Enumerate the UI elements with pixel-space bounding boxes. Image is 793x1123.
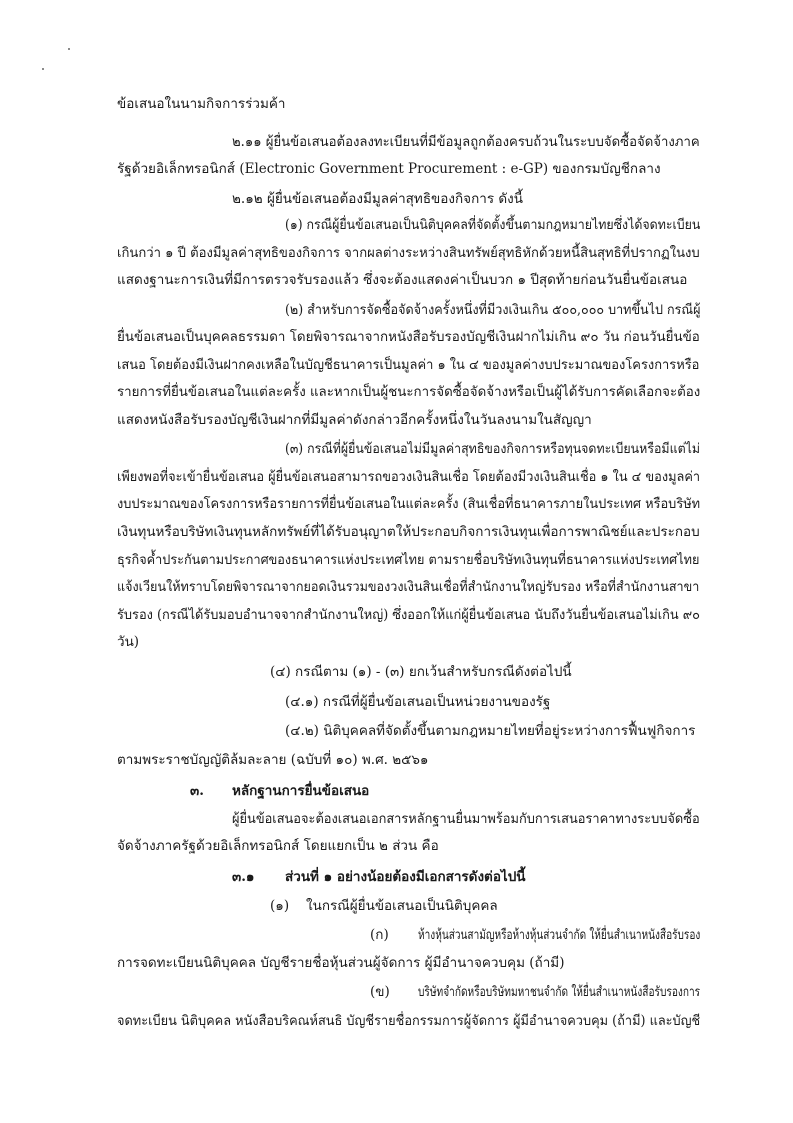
- text-line: ห้างหุ้นส่วนสามัญหรือห้างหุ้นส่วนจำกัด ให้ยื่นสำเนาหนังสือรับรอง: [418, 927, 701, 943]
- text-line: แจ้งเวียนให้ทราบโดยพิจารณาจากยอดเงินรวมของวงเงินสินเชื่อที่สำนักงานใหญ่รับรอง หรือที่สำนักงานสาขา: [117, 579, 700, 595]
- text-line: (๔) กรณีตาม (๑) - (๓) ยกเว้นสำหรับกรณีดังต่อไปนี้: [270, 664, 572, 680]
- text-line: ตามพระราชบัญญัติล้มละลาย (ฉบับที่ ๑๐) พ.ศ. ๒๕๖๑: [117, 752, 429, 768]
- text-line: ผู้ยื่นข้อเสนอจะต้องเสนอเอกสารหลักฐานยื่นมาพร้อมกับการเสนอราคาทางระบบจัดซื้อ: [232, 811, 700, 827]
- text-line: รัฐด้วยอิเล็กทรอนิกส์ (Electronic Government Procurement : e-GP) ของกรมบัญชีกลาง: [117, 161, 661, 177]
- scan-speck: [42, 68, 44, 70]
- section-number: ๓.: [190, 783, 204, 799]
- text-line: (๑) กรณีผู้ยื่นข้อเสนอเป็นนิติบุคคลที่จัดตั้งขึ้นตามกฎหมายไทยซึ่งได้จดทะเบียน: [285, 217, 701, 233]
- text-line: เพียงพอที่จะเข้ายื่นข้อเสนอ ผู้ยื่นข้อเสนอสามารถขอวงเงินสินเชื่อ โดยต้องมีวงเงินสินเชื่อ ๑ ใน ๔ ของมูลค่า: [117, 469, 701, 485]
- text-line: การจดทะเบียนนิติบุคคล บัญชีรายชื่อหุ้นส่วนผู้จัดการ ผู้มีอำนาจควบคุม (ถ้ามี): [117, 955, 565, 971]
- text-line: (๓) กรณีที่ผู้ยื่นข้อเสนอไม่มีมูลค่าสุทธิของกิจการหรือทุนจดทะเบียนหรือมีแต่ไม่: [285, 441, 701, 457]
- text-line: แสดงหนังสือรับรองบัญชีเงินฝากที่มีมูลค่าดังกล่าวอีกครั้งหนึ่งในวันลงนามในสัญญา: [117, 412, 592, 428]
- subsection-heading: ส่วนที่ ๑ อย่างน้อยต้องมีเอกสารดังต่อไปนี้: [285, 869, 526, 885]
- text-line: ในกรณีผู้ยื่นข้อเสนอเป็นนิติบุคคล: [306, 898, 498, 914]
- text-line: แสดงฐานะการเงินที่มีการตรวจรับรองแล้ว ซึ่งจะต้องแสดงค่าเป็นบวก ๑ ปีสุดท้ายก่อนวันยื่นข้อเสนอ: [117, 272, 688, 288]
- text-line: (๔.๑) กรณีที่ผู้ยื่นข้อเสนอเป็นหน่วยงานของรัฐ: [285, 694, 551, 710]
- text-line: จดทะเบียน นิติบุคคล หนังสือบริคณห์สนธิ บัญชีรายชื่อกรรมการผู้จัดการ ผู้มีอำนาจควบคุม (ถ้ามี) และบัญชี: [117, 1013, 701, 1029]
- item-number: (ก): [370, 927, 389, 943]
- text-line: เสนอ โดยต้องมีเงินฝากคงเหลือในบัญชีธนาคารเป็นมูลค่า ๑ ใน ๔ ของมูลค่างบประมาณของโครงการหรือ: [117, 357, 700, 373]
- text-line: ธุรกิจค้ำประกันตามประกาศของธนาคารแห่งประเทศไทย ตามรายชื่อบริษัทเงินทุนที่ธนาคารแห่งประเทศไทย: [117, 552, 700, 568]
- text-line: ยื่นข้อเสนอเป็นบุคคลธรรมดา โดยพิจารณาจากหนังสือรับรองบัญชีเงินฝากไม่เกิน ๙๐ วัน ก่อนวันยื่นข้อ: [117, 329, 700, 345]
- scan-speck: [68, 48, 70, 50]
- text-line: เกินกว่า ๑ ปี ต้องมีมูลค่าสุทธิของกิจการ จากผลต่างระหว่างสินทรัพย์สุทธิหักด้วยหนี้สินสุทธิที่ปรากฏในงบ: [117, 245, 700, 261]
- text-line: ข้อเสนอในนามกิจการร่วมค้า: [117, 96, 286, 112]
- item-number: (ข): [370, 984, 390, 1000]
- text-line: งบประมาณของโครงการหรือรายการที่ยื่นข้อเสนอในแต่ละครั้ง (สินเชื่อที่ธนาคารภายในประเทศ หรือบริษัท: [117, 496, 701, 512]
- text-line: วัน): [117, 634, 140, 650]
- text-line: ๒.๑๒ ผู้ยื่นข้อเสนอต้องมีมูลค่าสุทธิของกิจการ ดังนี้: [232, 191, 523, 207]
- item-number: (๑): [270, 898, 290, 914]
- section-heading: หลักฐานการยื่นข้อเสนอ: [232, 783, 370, 799]
- text-line: เงินทุนหรือบริษัทเงินทุนหลักทรัพย์ที่ได้รับอนุญาตให้ประกอบกิจการเงินทุนเพื่อการพาณิชย์และประกอบ: [117, 524, 700, 540]
- text-line: บริษัทจำกัดหรือบริษัทมหาชนจำกัด ให้ยื่นสำเนาหนังสือรับรองการ: [418, 984, 701, 1000]
- text-line: รายการที่ยื่นข้อเสนอในแต่ละครั้ง และหากเป็นผู้ชนะการจัดซื้อจัดจ้างหรือเป็นผู้ได้รับการคัดเลือกจะต้อง: [117, 384, 701, 400]
- text-line: (๒) สำหรับการจัดซื้อจัดจ้างครั้งหนึ่งที่มีวงเงินเกิน ๕๐๐,๐๐๐ บาทขึ้นไป กรณีผู้: [285, 302, 701, 318]
- text-line: ๒.๑๑ ผู้ยื่นข้อเสนอต้องลงทะเบียนที่มีข้อมูลถูกต้องครบถ้วนในระบบจัดซื้อจัดจ้างภาค: [232, 134, 700, 150]
- text-line: (๔.๒) นิติบุคคลที่จัดตั้งขึ้นตามกฎหมายไทยที่อยู่ระหว่างการฟื้นฟูกิจการ: [285, 723, 696, 739]
- text-line: จัดจ้างภาครัฐด้วยอิเล็กทรอนิกส์ โดยแยกเป็น ๒ ส่วน คือ: [117, 838, 439, 854]
- text-line: รับรอง (กรณีได้รับมอบอำนาจจากสำนักงานใหญ่) ซึ่งออกให้แก่ผู้ยื่นข้อเสนอ นับถึงวันยื่นข้อเสนอไม่เกิน ๙๐: [117, 607, 700, 623]
- subsection-number: ๓.๑: [232, 869, 255, 885]
